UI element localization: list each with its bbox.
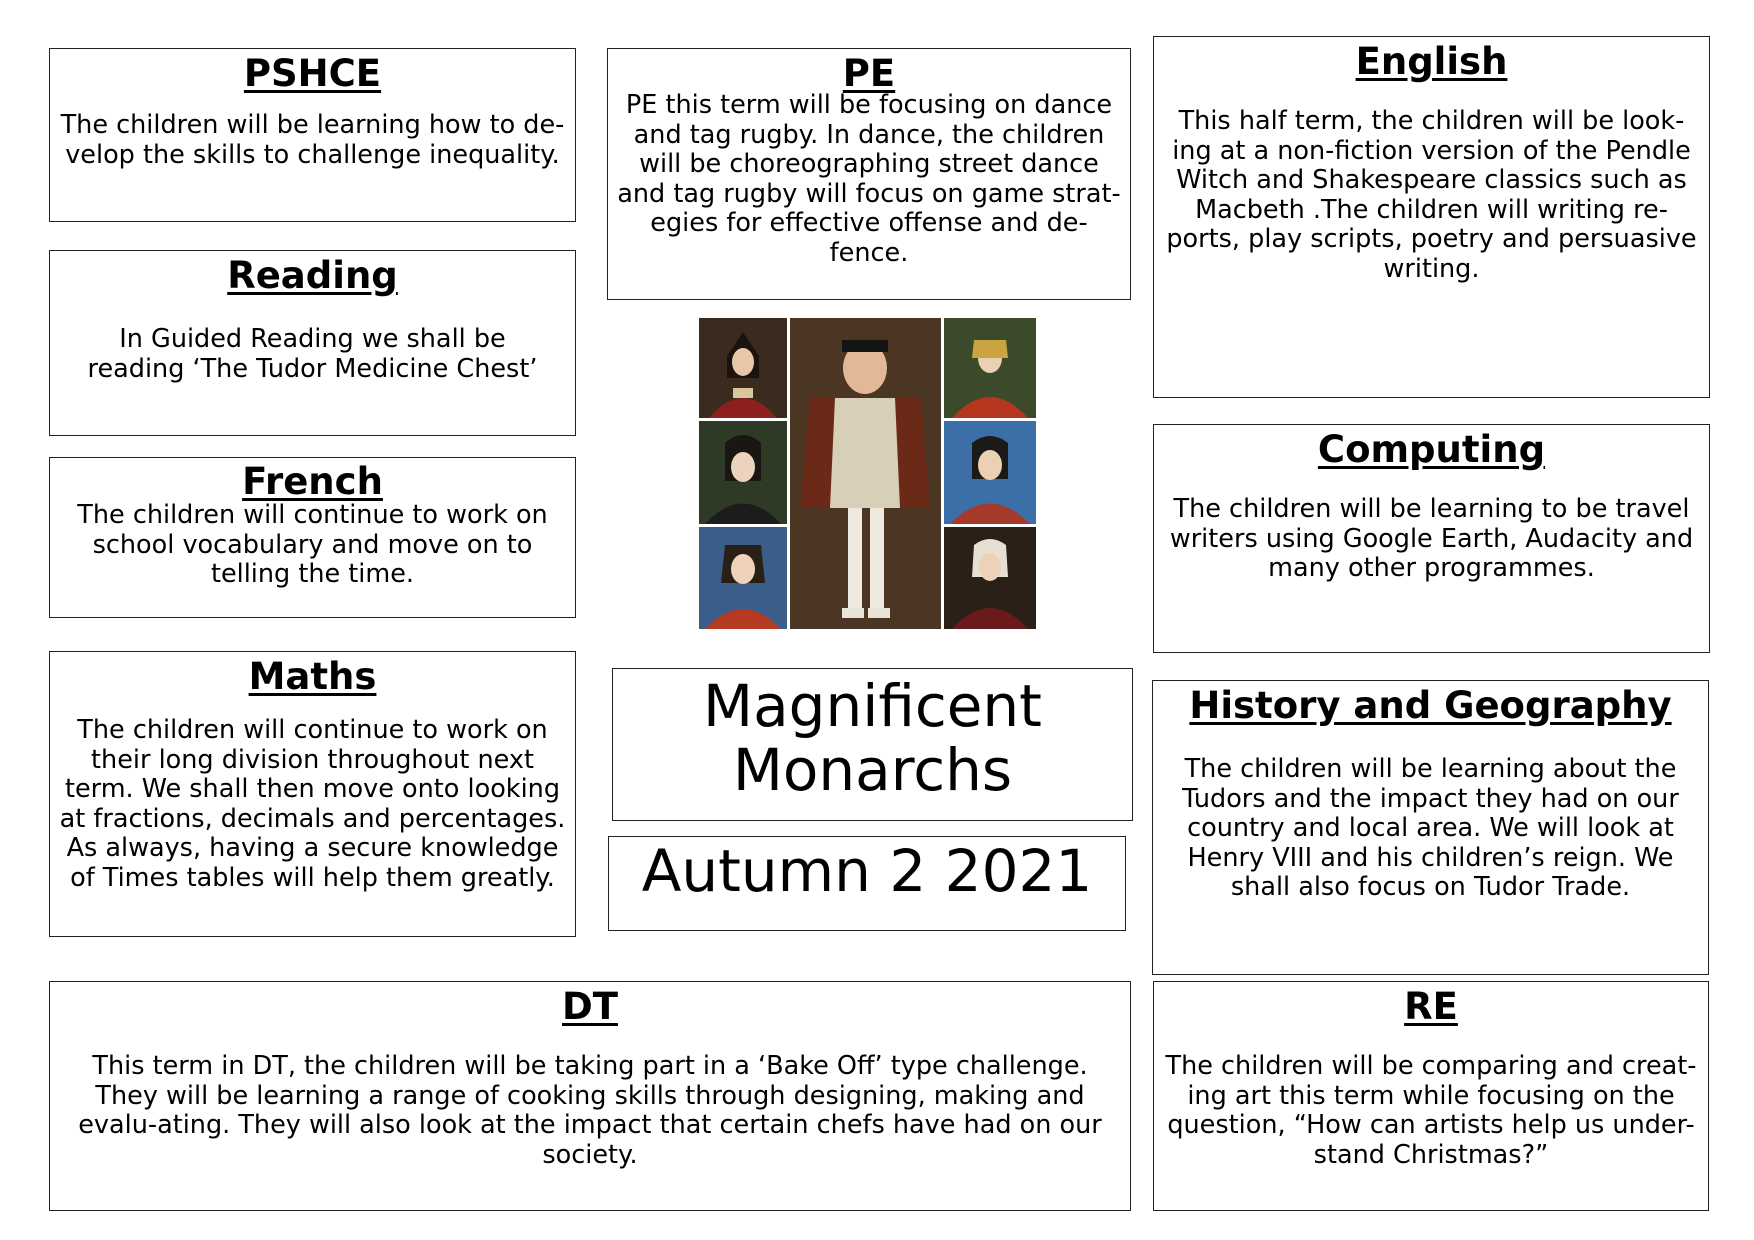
history-geography-body: The children will be learning about the Tudors and the impact they had on our country and local area. We will look at Henry VIII and his children’s reign. We shall also focus on Tudor Trade. [1182,754,1679,903]
dt-box [49,981,1131,1211]
tudor-portraits-collage [699,318,1036,629]
pe-box [607,48,1131,300]
dt-body: This term in DT, the children will be taking part in a ‘Bake Off’ type challenge. They will be learning a range of cooking skills through designing, making and evalu-ating. They will also look at the impact that certain chefs have had on our society. [78,1051,1102,1170]
re-heading: RE [1404,985,1458,1028]
pe-body: PE this term will be focusing on dance and tag rugby. In dance, the children will be choreographing street dance and tag rugby will focus on game strat-egies for effective offense and de-fence. [617,90,1121,268]
portrait-image [944,421,1036,524]
history-geography-box [1152,680,1709,975]
reading-box [49,250,576,436]
re-body: The children will be comparing and creat-ing art this term while focusing on the question, “How can artists help us under-stand Christmas?” [1165,1051,1697,1170]
portrait-image [944,318,1036,418]
portrait-image [699,527,787,629]
term-box [608,836,1126,931]
reading-heading: Reading [227,254,398,297]
french-heading: French [242,460,383,503]
title-line-1: Magnificent [703,672,1042,740]
re-box [1153,981,1709,1211]
english-box [1153,36,1710,398]
computing-body: The children will be learning to be travel writers using Google Earth, Audacity and many other programmes. [1169,494,1694,584]
french-box [49,457,576,618]
maths-heading: Maths [248,655,377,698]
english-heading: English [1355,40,1508,83]
portrait-image [699,421,787,524]
pshce-heading: PSHCE [243,52,382,95]
pshce-body: The children will be learning how to de-velop the skills to challenge inequality. [60,110,565,170]
reading-body: In Guided Reading we shall be reading ‘The Tudor Medicine Chest’ [87,324,538,384]
computing-heading: Computing [1317,428,1546,471]
computing-box [1153,424,1710,653]
term-label: Autumn 2 2021 [641,837,1093,905]
pe-heading: PE [842,52,896,95]
portrait-image [699,318,787,418]
pshce-box [49,48,576,222]
title-line-2: Monarchs [732,736,1013,804]
portrait-image [944,527,1036,629]
portrait-image [790,318,941,629]
history-geography-heading: History and Geography [1189,684,1672,727]
dt-heading: DT [562,985,618,1028]
french-body: The children will continue to work on school vocabulary and move on to telling the time. [77,500,548,590]
title-box [612,668,1133,821]
maths-body: The children will continue to work on their long division throughout next term. We shall then move onto looking at fractions, decimals and percentages. As always, having a secure knowledge of Times tables will help them greatly. [59,715,566,893]
english-body: This half term, the children will be look-ing at a non-fiction version of the Pendle Witch and Shakespeare classics such as Macbeth .The children will writing re-ports, play scripts, poetry and persuasive writing. [1166,106,1697,284]
maths-box [49,651,576,937]
